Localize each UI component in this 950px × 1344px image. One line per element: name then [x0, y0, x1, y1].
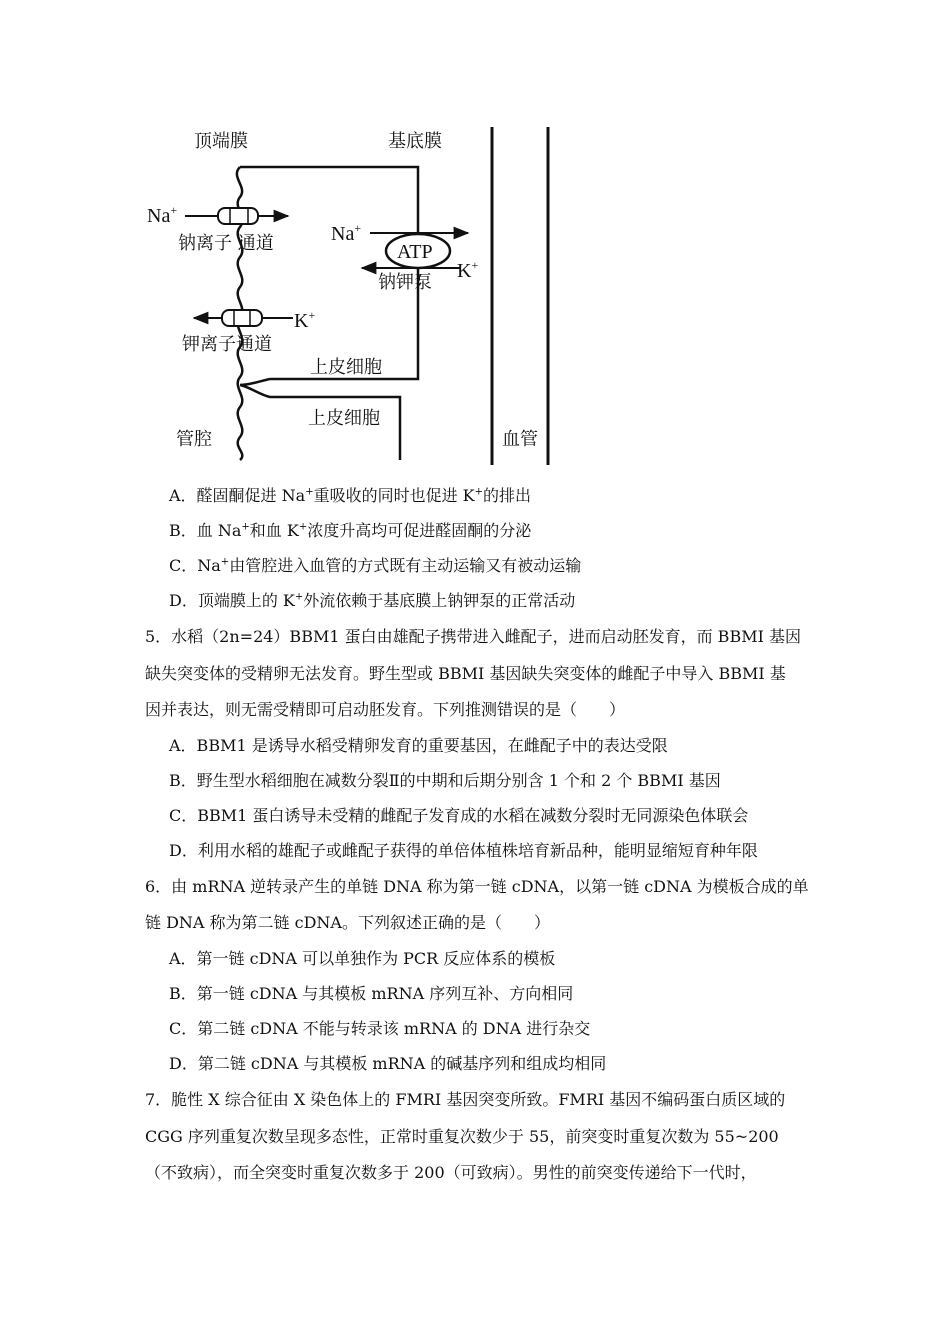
q4-option-a: A．醛固酮促进 Na+重吸收的同时也促进 K+的排出: [169, 486, 532, 505]
q4-option-b: B．血 Na+和血 K+浓度升高均可促进醛固酮的分泌: [169, 521, 532, 540]
q7-stem-line-2: CGG 序列重复次数呈现多态性，正常时重复次数少于 55，前突变时重复次数为 55~200: [145, 1127, 779, 1146]
pump-label: 钠钾泵: [378, 272, 432, 293]
basal-membrane-label: 基底膜: [388, 131, 442, 152]
q7-stem-line-1: 7．脆性 X 综合征由 X 染色体上的 FMRI 基因突变所致。FMRI 基因不编码蛋白质区域的: [145, 1090, 786, 1109]
q5-stem-line-3: 因并表达，则无需受精即可启动胚发育。下列推测错误的是（ ）: [145, 700, 626, 719]
q5-stem-line-2: 缺失突变体的受精卵无法发育。野生型或 BBMI 基因缺失突变体的雌配子中导入 BBMI 基: [145, 664, 786, 683]
k-ion-label-pump: K+: [457, 258, 479, 282]
q5-stem-line-1: 5．水稻（2n=24）BBM1 蛋白由雄配子携带进入雌配子，进而启动胚发育，而 BBMI 基因: [145, 627, 801, 646]
q6-option-d: D．第二链 cDNA 与其模板 mRNA 的碱基序列和组成均相同: [169, 1054, 607, 1073]
lumen-label: 管腔: [176, 429, 212, 450]
q4-option-c: C．Na+由管腔进入血管的方式既有主动运输又有被动运输: [169, 556, 582, 575]
epithelial-cell-label-2: 上皮细胞: [308, 408, 380, 429]
q6-stem-line-2: 链 DNA 称为第二链 cDNA。下列叙述正确的是（ ）: [145, 913, 550, 932]
apical-membrane-label: 顶端膜: [194, 131, 248, 152]
q5-option-a: A．BBM1 是诱导水稻受精卵发育的重要基因，在雌配子中的表达受限: [169, 736, 668, 755]
na-ion-label-channel: Na+: [147, 203, 178, 227]
potassium-channel-icon: [222, 310, 262, 326]
sodium-channel-icon: [218, 208, 258, 224]
q5-option-d: D．利用水稻的雄配子或雌配子获得的单倍体植株培育新品种，能明显缩短育种年限: [169, 841, 758, 860]
sodium-channel-label: 钠离子 通道: [178, 233, 274, 254]
q6-stem-line-1: 6．由 mRNA 逆转录产生的单链 DNA 称为第一链 cDNA，以第一链 cDNA 为模板合成的单: [145, 877, 809, 896]
q6-option-b: B．第一链 cDNA 与其模板 mRNA 序列互补、方向相同: [169, 984, 574, 1003]
ion-transport-diagram: [130, 115, 570, 475]
q6-option-c: C．第二链 cDNA 不能与转录该 mRNA 的 DNA 进行杂交: [169, 1019, 591, 1038]
k-ion-label-channel: K+: [294, 308, 316, 332]
epithelial-cell-label-1: 上皮细胞: [310, 357, 382, 378]
atp-label: ATP: [397, 241, 433, 263]
q7-stem-line-3: （不致病），而全突变时重复次数多于 200（可致病）。男性的前突变传递给下一代时，: [145, 1163, 757, 1182]
blood-vessel-label: 血管: [502, 429, 538, 450]
q6-option-a: A．第一链 cDNA 可以单独作为 PCR 反应体系的模板: [169, 949, 556, 968]
q5-option-c: C．BBM1 蛋白诱导未受精的雌配子发育成的水稻在减数分裂时无同源染色体联会: [169, 806, 749, 825]
q5-option-b: B．野生型水稻细胞在减数分裂Ⅱ的中期和后期分别含 1 个和 2 个 BBMI 基因: [169, 771, 721, 790]
na-ion-label-pump: Na+: [331, 221, 362, 245]
q4-option-d: D．顶端膜上的 K+外流依赖于基底膜上钠钾泵的正常活动: [169, 591, 576, 610]
potassium-channel-label: 钾离子通道: [182, 334, 272, 355]
